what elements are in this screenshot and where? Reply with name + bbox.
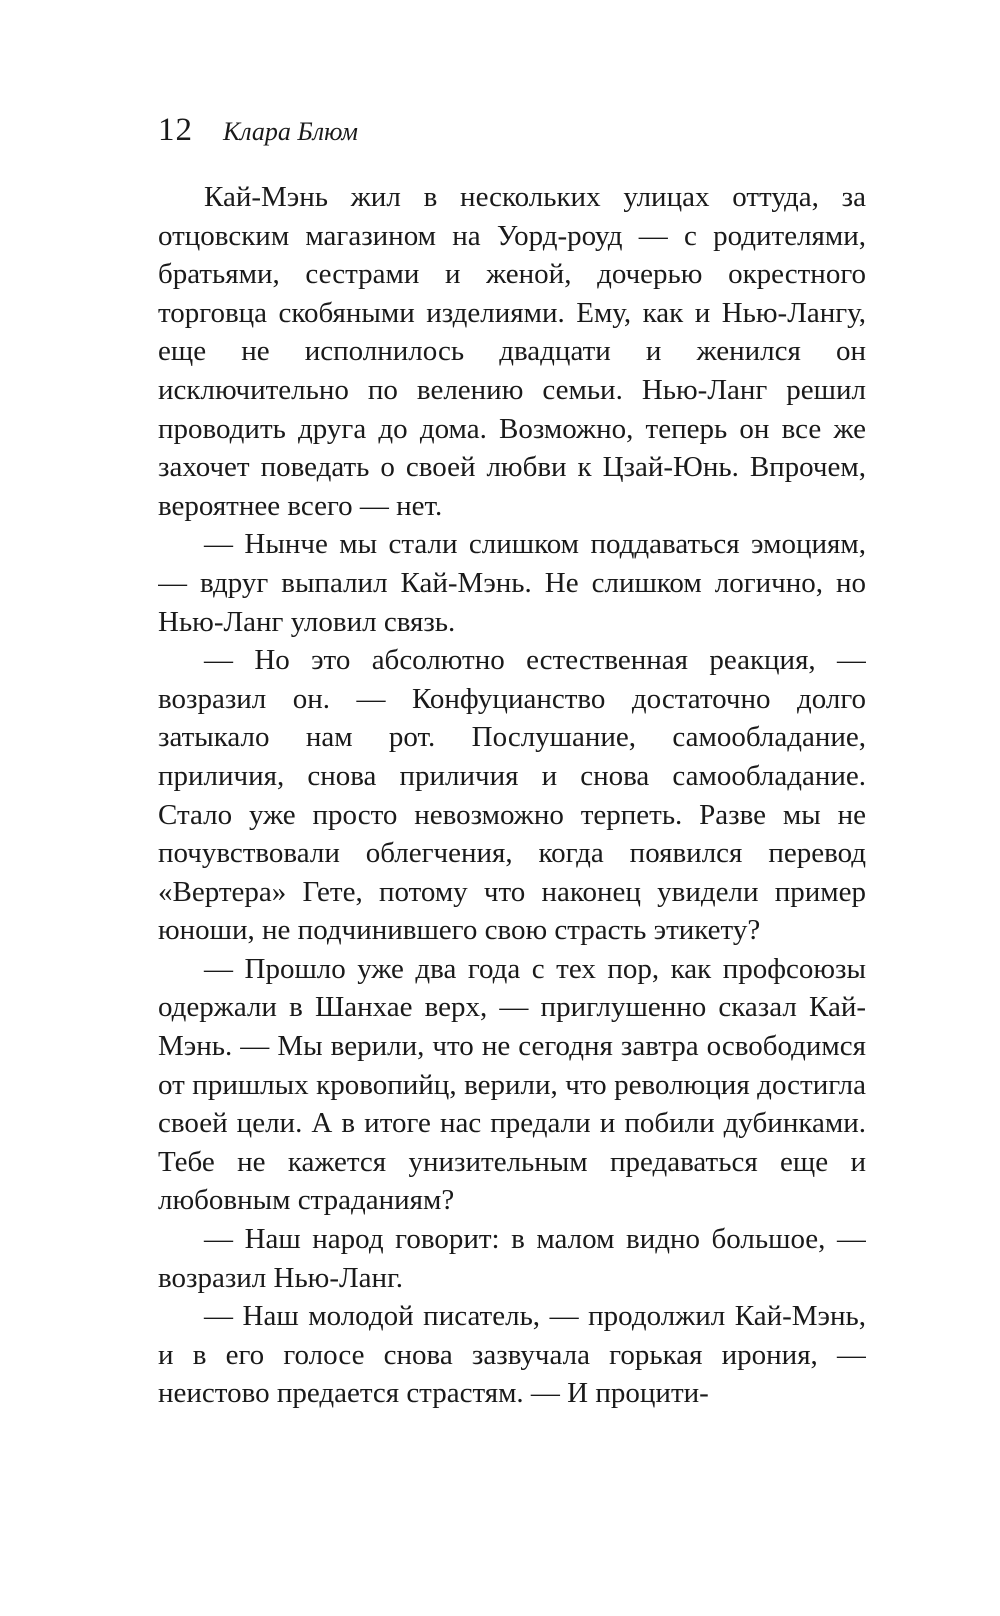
paragraph: — Прошло уже два года с тех пор, как профсоюзы одержали в Шанхае верх, — приглушенно сказал Кай-Мэнь. — Мы верили, что не сегодня завтра освободимся от пришлых кровопийц, верили, что революция достигла своей цели. А в итоге нас предали и побили дубинками. Тебе не кажется унизительным предаваться еще и любовным страданиям?	[158, 952, 866, 1217]
paragraph: — Наш молодой писатель, — продолжил Кай-Мэнь, и в его голосе снова зазвучала горькая ирония, — неистово предается страстям. — И процити-	[158, 1300, 866, 1410]
book-author: Клара Блюм	[223, 117, 359, 146]
paragraph: — Нынче мы стали слишком поддаваться эмоциям, — вдруг выпалил Кай-Мэнь. Не слишком логично, но Нью-Ланг уловил связь.	[158, 528, 866, 638]
paragraph: Кай-Мэнь жил в нескольких улицах оттуда, за отцовским магазином на Уорд-роуд — с родителями, братьями, сестрами и женой, дочерью окрестного торговца скобяными изделиями. Ему, как и Нью-Лангу, еще не исполнилось двадцати и женился он исключительно по велению семьи. Нью-Ланг решил проводить друга до дома. Возможно, теперь он все же захочет поведать о своей любви к Цзай-Юнь. Впрочем, вероятнее всего — нет.	[158, 181, 866, 522]
page-number: 12	[158, 112, 193, 148]
paragraph: — Наш народ говорит: в малом видно большое, — возразил Нью-Ланг.	[158, 1223, 866, 1294]
running-head	[158, 112, 858, 156]
body-text	[158, 178, 866, 1428]
paragraph: — Но это абсолютно естественная реакция, — возразил он. — Конфуцианство достаточно долго затыкало нам рот. Послушание, самообладание, приличия, снова приличия и снова самообладание. Стало уже просто невозможно терпеть. Разве мы не почувствовали облегчения, когда появился перевод «Вертера» Гете, потому что наконец увидели пример юноши, не подчинившего свою страсть этикету?	[158, 644, 866, 947]
